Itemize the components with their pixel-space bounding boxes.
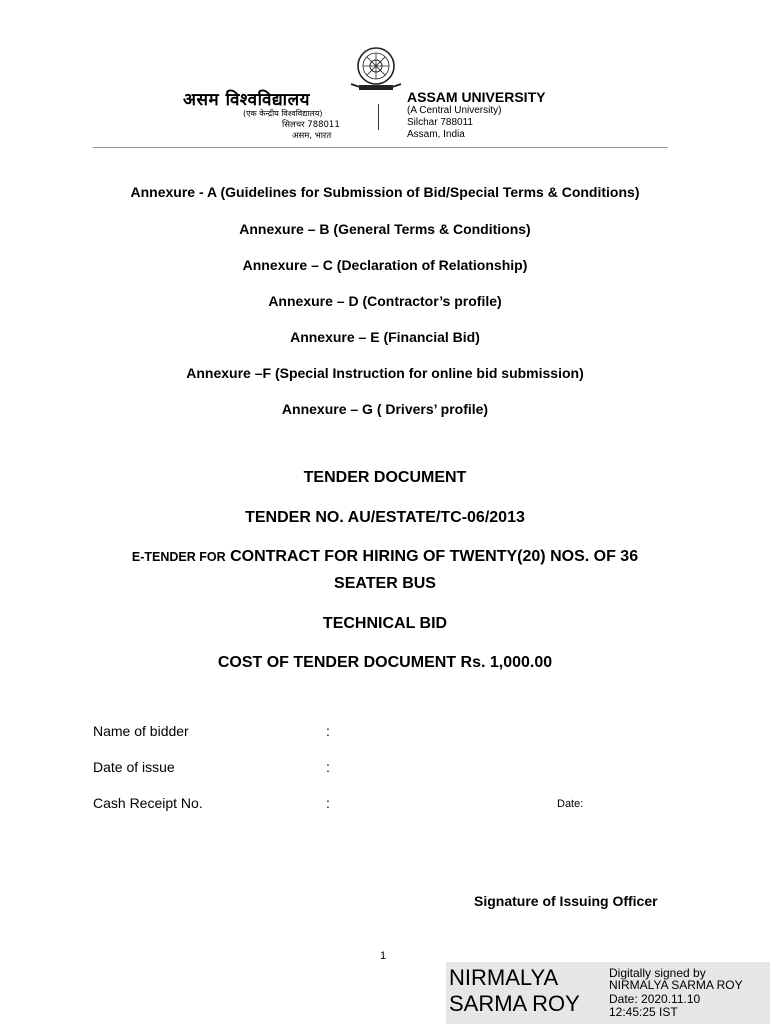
cash-receipt-colon: : bbox=[326, 795, 330, 811]
tender-title bbox=[0, 548, 770, 566]
etender-prefix: E-TENDER FOR bbox=[131, 550, 226, 564]
signed-by-label: Digitally signed by bbox=[609, 966, 706, 980]
tender-title-line1: CONTRACT FOR HIRING OF TWENTY(20) NOS. OF 36 bbox=[230, 548, 639, 565]
tender-heading: TENDER DOCUMENT bbox=[303, 469, 467, 486]
university-state: Assam, India bbox=[407, 129, 465, 140]
university-city-hindi: सिलचर 788011 bbox=[282, 120, 340, 130]
tender-title-line2: SEATER BUS bbox=[334, 575, 436, 592]
date-of-issue-label: Date of issue bbox=[93, 759, 175, 775]
page-number: 1 bbox=[380, 950, 387, 962]
university-seal-icon bbox=[345, 44, 407, 94]
signer-name-line2: SARMA ROY bbox=[449, 991, 580, 1016]
signature-time: 12:45:25 IST bbox=[609, 1005, 678, 1019]
signer-name-line1: NIRMALYA bbox=[449, 965, 559, 990]
annexure-g: Annexure – G ( Drivers’ profile) bbox=[281, 401, 489, 417]
signature-label: Signature of Issuing Officer bbox=[474, 893, 658, 909]
university-subtitle: (A Central University) bbox=[407, 105, 502, 116]
tender-cost: COST OF TENDER DOCUMENT Rs. 1,000.00 bbox=[217, 654, 553, 671]
date-label: Date: bbox=[557, 798, 584, 810]
bid-type: TECHNICAL BID bbox=[322, 615, 448, 632]
university-state-hindi: असम, भारत bbox=[292, 131, 332, 141]
tender-number: TENDER NO. AU/ESTATE/TC-06/2013 bbox=[245, 509, 525, 526]
name-of-bidder-colon: : bbox=[326, 723, 330, 739]
header-rule bbox=[93, 147, 668, 148]
university-name: ASSAM UNIVERSITY bbox=[407, 89, 546, 105]
annexure-d: Annexure – D (Contractor’s profile) bbox=[268, 293, 502, 309]
name-of-bidder-label: Name of bidder bbox=[93, 723, 189, 739]
university-name-hindi: असम विश्वविद्यालय bbox=[183, 90, 310, 110]
annexure-a: Annexure - A (Guidelines for Submission of Bid/Special Terms & Conditions) bbox=[130, 184, 640, 200]
annexure-b: Annexure – B (General Terms & Conditions) bbox=[239, 221, 531, 237]
cash-receipt-label: Cash Receipt No. bbox=[93, 795, 203, 811]
header-divider bbox=[378, 104, 379, 130]
signed-by-name: NIRMALYA SARMA ROY bbox=[609, 978, 743, 992]
university-subtitle-hindi: (एक केन्द्रीय विश्वविद्यालय) bbox=[243, 109, 323, 118]
annexure-e: Annexure – E (Financial Bid) bbox=[290, 329, 480, 345]
annexure-c: Annexure – C (Declaration of Relationship) bbox=[242, 257, 528, 273]
annexure-f: Annexure –F (Special Instruction for online bid submission) bbox=[186, 365, 584, 381]
signature-date: Date: 2020.11.10 bbox=[609, 992, 701, 1006]
date-of-issue-colon: : bbox=[326, 759, 330, 775]
university-city: Silchar 788011 bbox=[407, 117, 473, 128]
